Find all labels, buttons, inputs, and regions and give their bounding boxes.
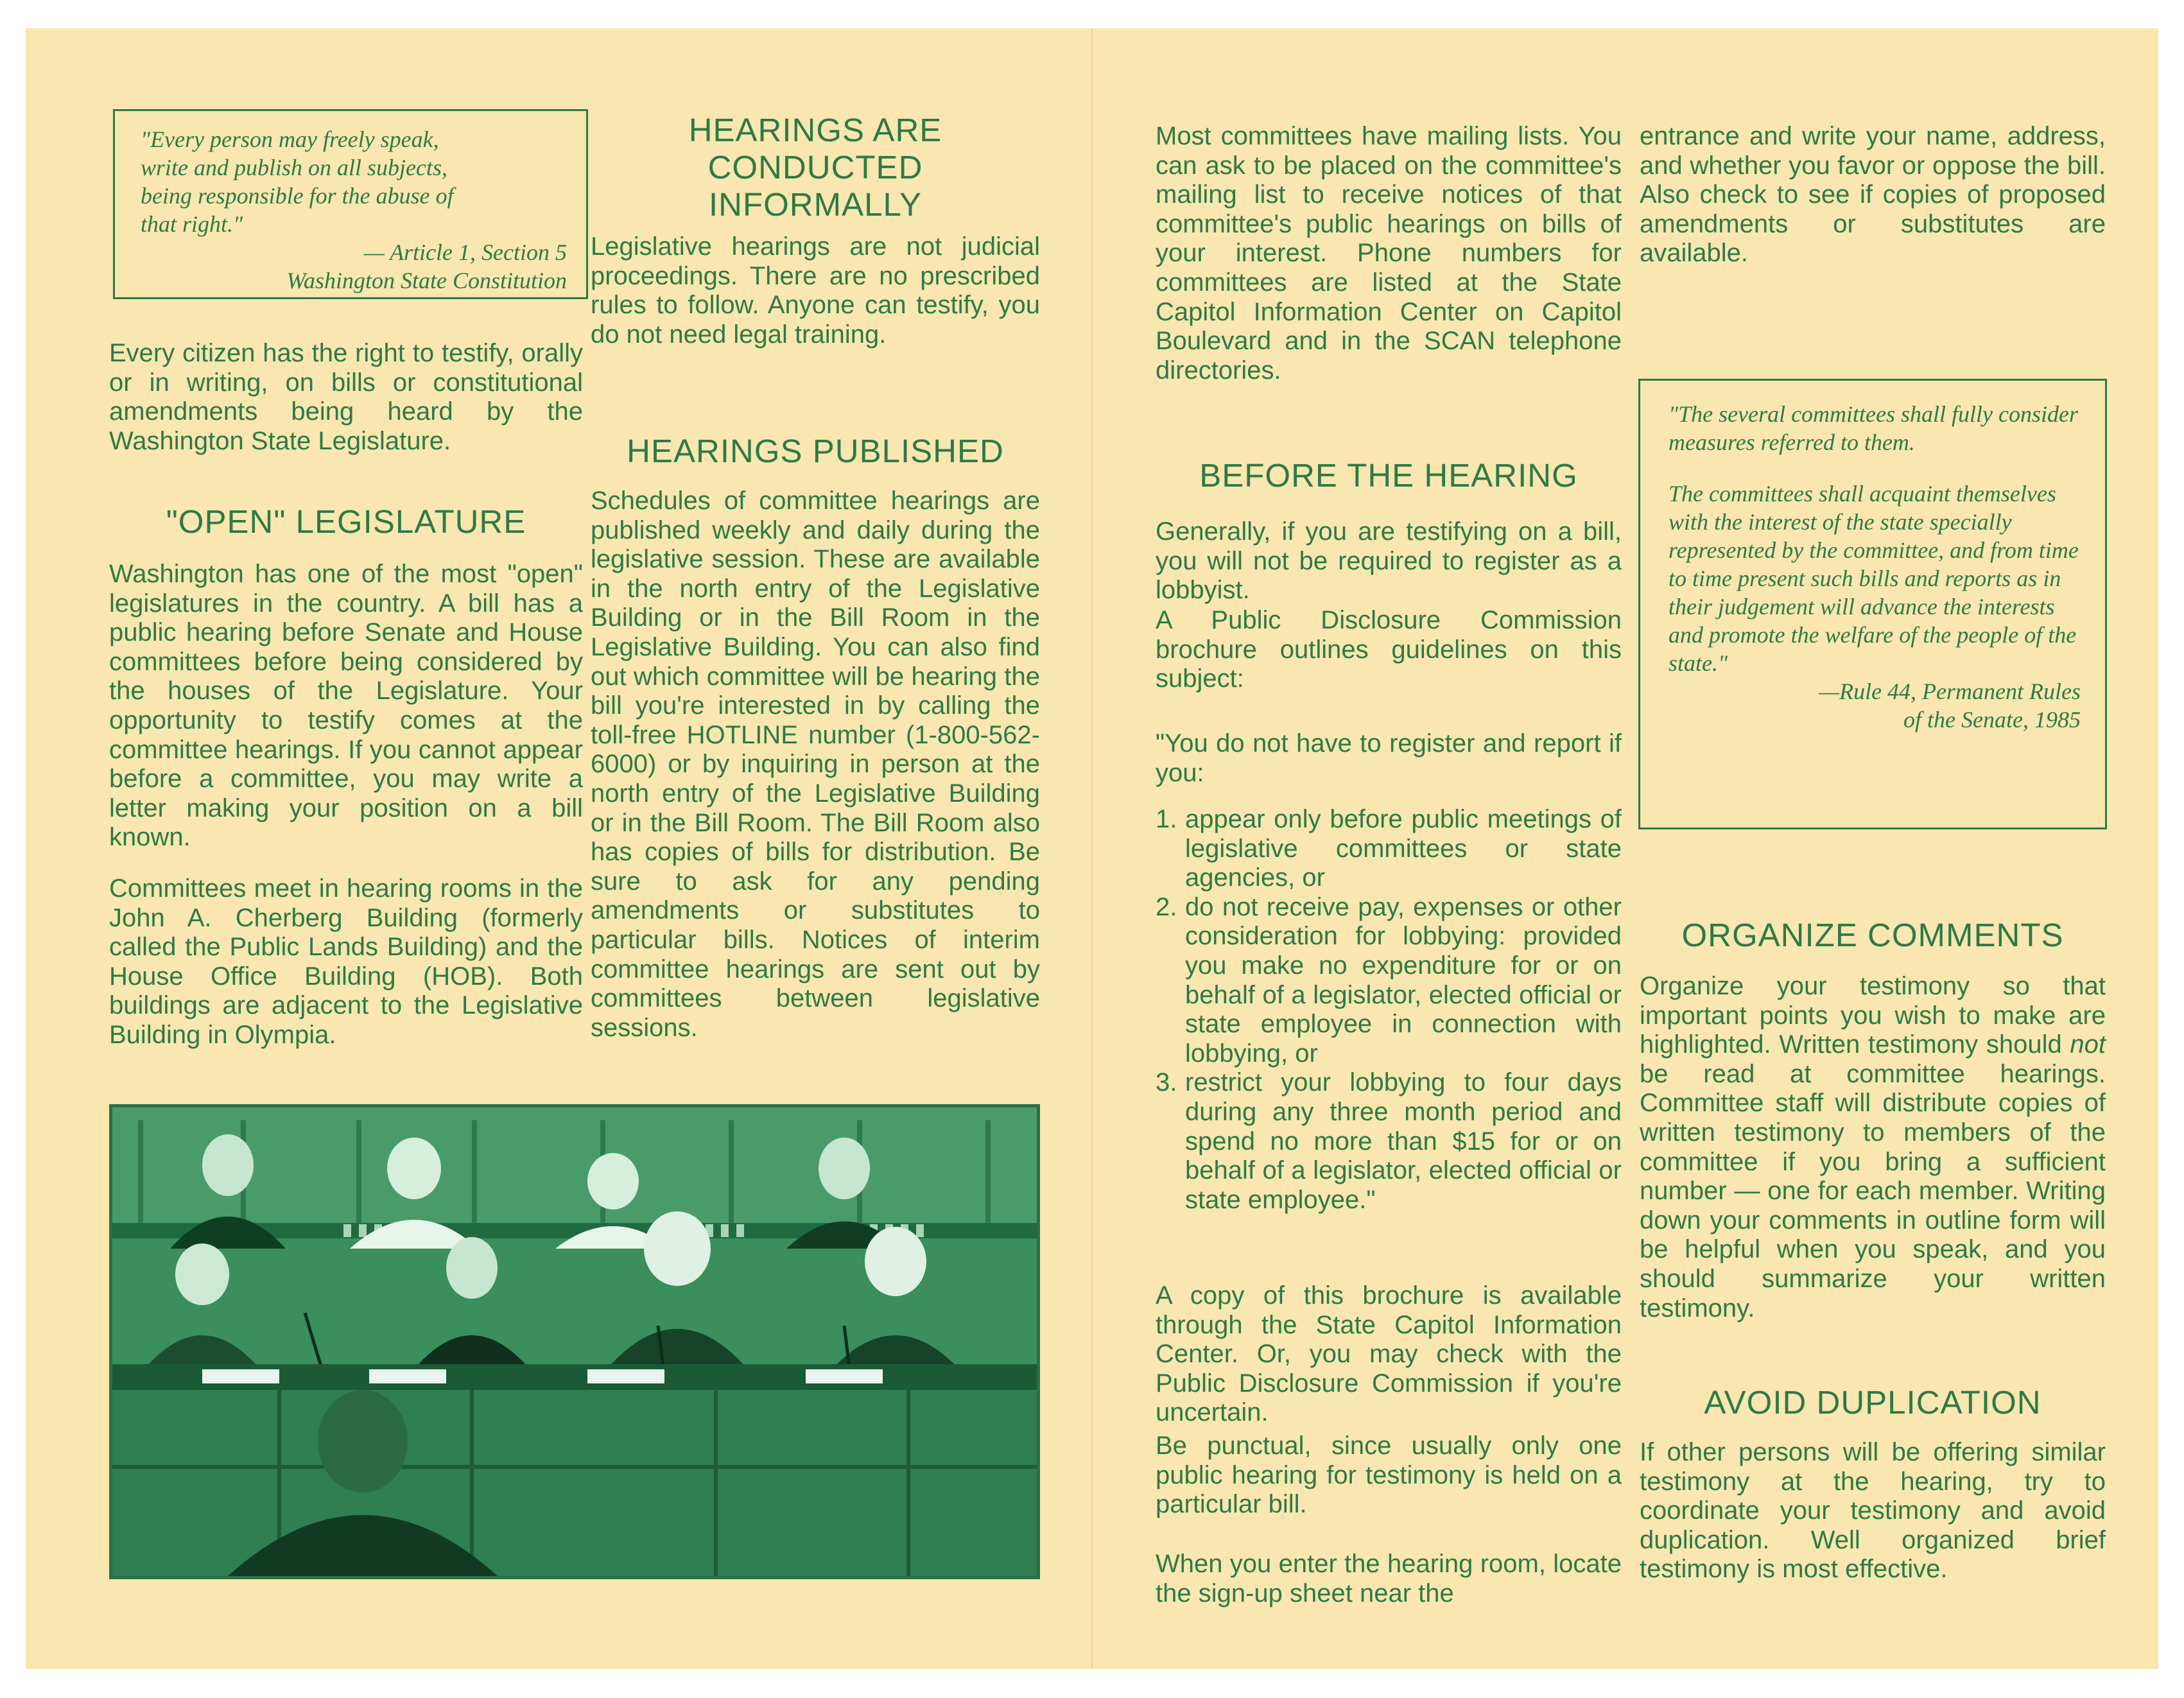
- list-text: appear only before public meetings of legislative committees or state agencies, or: [1185, 805, 1622, 892]
- list-text: restrict your lobbying to four days during any three month period and spend no more than $15 for or on behalf of a legislator, elected official or state employee.": [1185, 1068, 1622, 1214]
- list-number: 2.: [1156, 892, 1177, 921]
- brochure-copy-paragraph: A copy of this brochure is available through the State Capitol Information Center. Or, you may check with the Public Disclosure Commission if you're uncertain.: [1156, 1281, 1622, 1427]
- heading-line: CONDUCTED: [707, 149, 923, 186]
- list-text: do not receive pay, expenses or other consideration for lobbying: provided you make no expenditure for or on behalf of a legislator, elected official or state employee in connection with lobbying, or: [1185, 892, 1622, 1068]
- organize-comments-heading: ORGANIZE COMMENTS: [1681, 917, 2064, 953]
- rule-attribution: of the Senate, 1985: [1903, 707, 2081, 732]
- rule-quote-para2: The committees shall acquaint themselves with the interest of the state specially represented by the committee, and from time to time present such bills and reports as in their judgement will advance the interests and promote the welfare of the people of the state.": [1668, 481, 2079, 676]
- exemption-list: [1156, 805, 1622, 1215]
- organize-text-a: Organize your testimony so that important points you wish to make are highlighted. Written testimony should: [1640, 972, 2106, 1059]
- open-legislature-paragraph: Washington has one of the most "open" legislatures in the country. A bill has a public hearing before Senate and House committees before being considered by the houses of the Legislature. Your opportunity to testify comes at the committee hearings. If you cannot appear before a committee, you may write a letter making your position on a bill known.: [109, 560, 583, 852]
- hearings-informal-paragraph: Legislative hearings are not judicial proceedings. There are no prescribed rules to follow. Anyone can testify, you do not need legal training.: [591, 232, 1040, 349]
- center-fold: [1091, 28, 1093, 1669]
- mailing-list-paragraph: Most committees have mailing lists. You can ask to be placed on the committee's mailing list to receive notices of that committee's public hearings on bills of your interest. Phone numbers for committees are listed at the State Capitol Information Center on Capitol Boulevard and in the SCAN telephone directories.: [1156, 122, 1622, 385]
- list-item: [1156, 805, 1622, 893]
- quote-attribution: — Article 1, Section 5: [363, 239, 567, 265]
- organize-emphasis: not: [2070, 1030, 2106, 1059]
- rule-attribution: —Rule 44, Permanent Rules: [1819, 679, 2081, 704]
- brochure-sheet: [26, 28, 2158, 1669]
- pdc-paragraph: A Public Disclosure Commission brochure outlines guidelines on this subject:: [1156, 606, 1622, 693]
- organize-text-b: be read at committee hearings. Committee staff will distribute copies of written testimony to members of the committee if you bring a sufficient number — one for each member. Writing down your comments in outline form will be helpful when you speak, and you should summarize your written testimony.: [1640, 1059, 2106, 1322]
- before-hearing-heading: BEFORE THE HEARING: [1199, 457, 1578, 494]
- hearing-room-photo: [109, 1104, 1040, 1579]
- list-item: [1156, 893, 1622, 1069]
- intro-paragraph: Every citizen has the right to testify, orally or in writing, on bills or constitutional amendments being heard by the Washington State Legislature.: [109, 339, 583, 455]
- register-intro: "You do not have to register and report if you:: [1156, 729, 1622, 787]
- constitution-quote-box: [113, 109, 588, 299]
- list-item: [1156, 1068, 1622, 1215]
- list-number: 1.: [1156, 805, 1177, 833]
- enter-room-paragraph: When you enter the hearing room, locate the sign-up sheet near the: [1156, 1550, 1622, 1607]
- list-number: 3.: [1156, 1068, 1177, 1097]
- punctual-paragraph: Be punctual, since usually only one public hearing for testimony is held on a particular bill.: [1156, 1432, 1622, 1519]
- quote-attribution: Washington State Constitution: [286, 268, 567, 293]
- hearings-published-heading: HEARINGS PUBLISHED: [627, 433, 1004, 469]
- heading-line: HEARINGS ARE: [688, 112, 942, 148]
- hearings-published-paragraph: Schedules of committee hearings are published weekly and daily during the legislative session. These are available in the north entry of the Legislative Building or in the Bill Room in the Legislative Building. You can also find out which committee will be hearing the bill you're interested in by calling the toll-free HOTLINE number (1-800-562-6000) or by inquiring in person at the north entry of the Legislative Building or in the Bill Room. The Bill Room also has copies of bills for distribution. Be sure to ask for any pending amendments or substitutes to particular bills. Notices of interim committee hearings are sent out by committees between legislative sessions.: [591, 487, 1040, 1042]
- hearings-informal-heading: [591, 112, 1040, 223]
- quote-line: being responsible for the abuse of: [141, 183, 454, 209]
- avoid-duplication-heading: AVOID DUPLICATION: [1704, 1384, 2041, 1421]
- open-legislature-heading: "OPEN" LEGISLATURE: [166, 503, 526, 540]
- photo-illustration: [112, 1107, 1037, 1576]
- avoid-paragraph: If other persons will be offering similar testimony at the hearing, try to coordinate your testimony and avoid duplication. Well organized brief testimony is most effective.: [1640, 1438, 2106, 1584]
- quote-line: write and publish on all subjects,: [141, 155, 448, 180]
- organize-paragraph: [1640, 972, 2106, 1323]
- senate-rule-quote-box: [1638, 379, 2107, 829]
- before-hearing-paragraph: Generally, if you are testifying on a bill, you will not be required to register as a lobbyist.: [1156, 517, 1622, 605]
- entrance-paragraph: entrance and write your name, address, and whether you favor or oppose the bill. Also check to see if copies of proposed amendments or substitutes are available.: [1640, 122, 2106, 268]
- heading-line: INFORMALLY: [708, 186, 923, 223]
- quote-line: "Every person may freely speak,: [141, 126, 439, 152]
- committees-paragraph: Committees meet in hearing rooms in the John A. Cherberg Building (formerly called the Public Lands Building) and the House Office Building (HOB). Both buildings are adjacent to the Legislative Building in Olympia.: [109, 874, 583, 1049]
- quote-line: that right.": [141, 211, 243, 237]
- rule-quote-para1: "The several committees shall fully consider measures referred to them.: [1668, 401, 2078, 455]
